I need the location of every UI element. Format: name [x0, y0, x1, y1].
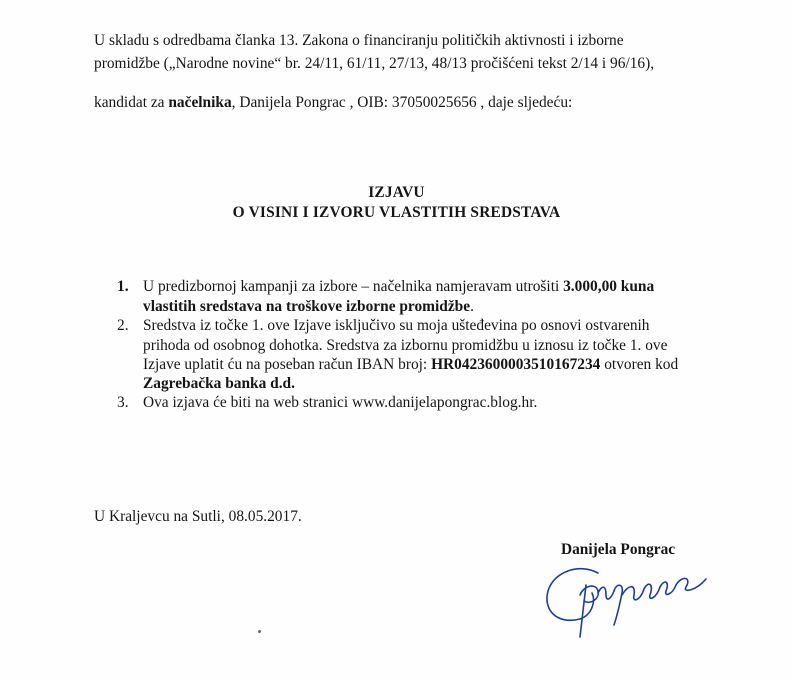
iban-number: HR0423600003510167234 — [431, 356, 601, 373]
candidate-details: , Danijela Pongrac , OIB: 37050025656 , daje sljedeću: — [231, 94, 573, 111]
item-1-line-1 — [143, 279, 654, 294]
item-3-line-1: Ova izjava će biti na web stranici www.danijelapongrac.blog.hr. — [143, 394, 538, 411]
item-2-line-1: Sredstva iz točke 1. ove Izjave isključivo su moja ušteđevina po osnovi ostvarenih — [143, 317, 650, 334]
item-1-purpose: vlastitih sredstava na troškove izborne promidžbe — [143, 298, 471, 315]
item-2-iban-label: Izjave uplatit ću na poseban račun IBAN broj: — [143, 356, 432, 373]
item-2-line-3 — [143, 357, 678, 372]
item-1-line-2 — [143, 299, 474, 314]
scan-speck — [258, 630, 261, 633]
item-1-text: U predizbornoj kampanji za izbore – načelnika namjeravam utrošiti — [143, 278, 564, 295]
signatory-name: Danijela Pongrac — [561, 541, 676, 558]
item-1-amount: 3.000,00 kuna — [563, 278, 655, 295]
intro-line-1: U skladu s odredbama članka 13. Zakona o financiranju političkih aktivnosti i izborne — [94, 32, 624, 49]
item-2-line-2: prihoda od osobnog dohotka. Sredstva za izbornu promidžbu u iznosu iz točke 1. ove — [143, 337, 668, 354]
candidate-statement — [94, 95, 572, 110]
item-number-2: 2. — [117, 317, 129, 334]
item-number-1: 1. — [117, 278, 129, 295]
document-subtitle: O VISINI I IZVORU VLASTITIH SREDSTAVA — [232, 204, 561, 221]
place-and-date: U Kraljevcu na Sutli, 08.05.2017. — [94, 508, 302, 525]
item-1-period: . — [470, 298, 474, 315]
item-2-bank-intro: otvoren kod — [600, 356, 679, 373]
candidate-prefix: kandidat za — [94, 94, 169, 111]
item-number-3: 3. — [117, 394, 129, 411]
document-title: IZJAVU — [368, 184, 425, 201]
bank-name: Zagrebačka banka d.d. — [143, 375, 295, 392]
handwritten-signature — [536, 555, 726, 640]
intro-line-2: promidžbe („Narodne novine“ br. 24/11, 61/11, 27/13, 48/13 pročišćeni tekst 2/14 i 96/16), — [94, 55, 655, 72]
candidate-role: načelnika — [168, 94, 232, 111]
